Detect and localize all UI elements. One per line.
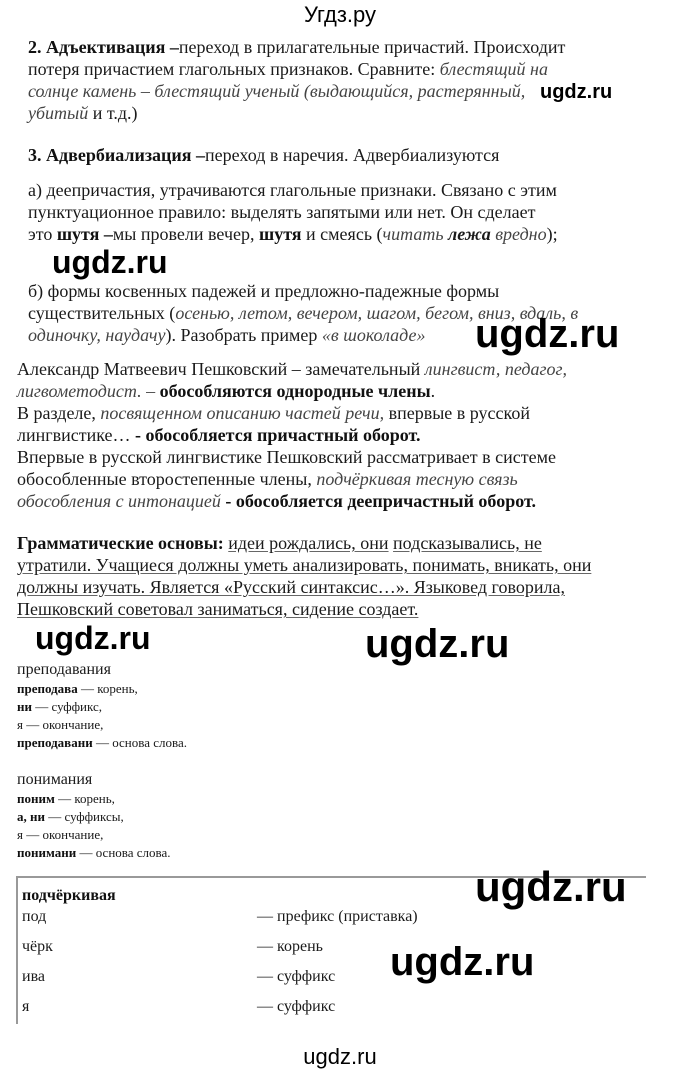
text-run: — корень,	[54, 791, 115, 806]
text-run: Впервые в русской лингвистике Пешковский рассматривает в системе	[17, 447, 556, 467]
text-run: а, ни	[17, 809, 45, 824]
text-line	[28, 223, 558, 245]
text-line	[17, 424, 421, 446]
text-run: лигвометодист. –	[17, 381, 160, 401]
text-run: осенью, летом, вечером, шагом, бегом, вниз, вдаль, в	[175, 303, 579, 323]
text-run: должны изучать. Является «Русский синтаксис…». Языковед говорила,	[17, 577, 565, 597]
text-run: и т.д.)	[88, 103, 138, 123]
text-run: Александр Матвеевич Пешковский – замечательный	[17, 359, 425, 379]
text-run: — суффикс,	[31, 699, 102, 714]
text-run: я — окончание,	[17, 717, 104, 732]
text-run: одиночку, наудачу	[28, 325, 166, 345]
text-line	[17, 770, 92, 790]
text-line	[17, 826, 103, 844]
text-line	[17, 808, 124, 826]
text-run: б) формы косвенных падежей и предложно-падежные формы	[28, 281, 500, 301]
text-line	[28, 179, 557, 201]
text-run: — корень,	[77, 681, 138, 696]
text-run: 3. Адвербиализация –	[28, 145, 206, 165]
text-run: переход в наречия. Адвербиализуются	[205, 145, 500, 165]
text-run: - обособляется деепричастный оборот.	[220, 491, 536, 511]
text-run: подчёркивая тесную связь	[316, 469, 518, 489]
text-run: «в шоколаде»	[321, 325, 426, 345]
text-line	[17, 790, 115, 808]
text-line	[28, 144, 499, 166]
text-line	[17, 446, 556, 468]
watermark-text: ugdz.ru	[540, 81, 613, 103]
text-line	[17, 402, 530, 424]
text-run: ). Разобрать пример	[165, 325, 322, 345]
morph-role: — суффикс	[257, 968, 336, 985]
text-run: ни	[17, 699, 32, 714]
text-run: вредно	[490, 224, 547, 244]
text-run: Грамматические основы:	[17, 533, 224, 553]
text-line	[17, 532, 542, 554]
text-run: блестящий на	[439, 59, 548, 79]
text-run: лингвист, педагог,	[424, 359, 568, 379]
text-run: а) деепричастия, утрачиваются глагольные признаки. Связано с этим	[28, 180, 557, 200]
text-run: шутя	[259, 224, 302, 244]
text-run: утратили. Учащиеся должны уметь анализировать, понимать, вникать, они	[17, 555, 592, 575]
text-run: Пешковский советовал заниматься, сидение создает.	[17, 599, 419, 619]
text-run: преподавания	[17, 661, 111, 678]
text-run: преподавани	[17, 735, 93, 750]
text-run: обособленные второстепенные члены,	[17, 469, 317, 489]
text-run: солнце камень – блестящий ученый (выдающийся, растерянный,	[28, 81, 526, 101]
text-line	[28, 58, 548, 80]
text-run: пунктуационное правило: выделять запятыми или нет. Он сделает	[28, 202, 536, 222]
text-run: преподава	[17, 681, 78, 696]
text-line	[22, 886, 116, 906]
text-line	[17, 844, 171, 862]
text-run: потеря причастием глагольных признаков. Сравните:	[28, 59, 440, 79]
text-run: В разделе,	[17, 403, 101, 423]
text-line	[17, 716, 103, 734]
text-run: идеи рождались, они	[228, 533, 389, 553]
text-run: .	[430, 381, 436, 401]
text-line	[28, 36, 565, 58]
text-run: поним	[17, 791, 55, 806]
text-line	[28, 324, 426, 346]
text-run: подсказывались, не	[393, 533, 542, 553]
text-line	[17, 576, 565, 598]
watermark-text: ugdz.ru	[365, 622, 510, 666]
text-run: обособления с интонацией	[17, 491, 221, 511]
morph-part: под	[22, 908, 47, 925]
text-run: );	[546, 224, 558, 244]
text-run: мы провели вечер,	[112, 224, 259, 244]
watermark-text: ugdz.ru	[475, 312, 620, 356]
text-line	[28, 80, 525, 102]
text-run: лингвистике…	[17, 425, 136, 445]
text-line	[17, 598, 418, 620]
morph-role: — префикс (приставка)	[257, 908, 418, 925]
text-run: понимания	[17, 771, 93, 788]
text-run: понимани	[17, 845, 77, 860]
text-run: 2. Адъективация –	[28, 37, 179, 57]
text-line	[17, 554, 591, 576]
morph-role: — корень	[257, 938, 323, 955]
text-run: существительных (	[28, 303, 176, 323]
text-line	[28, 102, 138, 124]
text-run: — основа слова.	[92, 735, 187, 750]
text-run: — суффиксы,	[44, 809, 124, 824]
text-run: шутя –	[56, 224, 113, 244]
text-line	[28, 201, 535, 223]
text-line	[17, 698, 102, 716]
text-line	[17, 660, 111, 680]
text-run: и смеясь (	[301, 224, 383, 244]
text-run: — основа слова.	[76, 845, 171, 860]
site-title: Угдз.ру	[303, 2, 377, 27]
text-line	[17, 734, 187, 752]
watermark-text: ugdz.ru	[475, 863, 627, 910]
text-run: подчёркивая	[22, 887, 116, 904]
morph-role: — суффикс	[257, 998, 336, 1015]
watermark-text: ugdz.ru	[52, 244, 168, 280]
text-line	[17, 380, 435, 402]
morph-part: ива	[22, 968, 46, 985]
text-run: я — окончание,	[17, 827, 104, 842]
text-line	[28, 280, 499, 302]
footer-watermark: ugdz.ru	[303, 1044, 377, 1069]
text-line	[17, 468, 518, 490]
text-run: это	[28, 224, 57, 244]
text-line	[17, 680, 138, 698]
text-run: убитый	[28, 103, 89, 123]
text-run: читать	[382, 224, 449, 244]
watermark-text: ugdz.ru	[35, 620, 151, 656]
watermark-text: ugdz.ru	[390, 940, 535, 984]
text-run: обособляются однородные члены	[159, 381, 431, 401]
morph-part: чёрк	[22, 938, 53, 955]
text-run: лежа	[448, 224, 491, 244]
text-run: переход в прилагательные причастий. Происходит	[178, 37, 566, 57]
text-run: впервые в русской	[384, 403, 530, 423]
text-run: посвященном описанию частей речи,	[100, 403, 385, 423]
text-line	[17, 490, 536, 512]
text-line	[17, 358, 567, 380]
text-run: - обособляется причастный оборот.	[135, 425, 421, 445]
morph-part: я	[22, 998, 30, 1015]
